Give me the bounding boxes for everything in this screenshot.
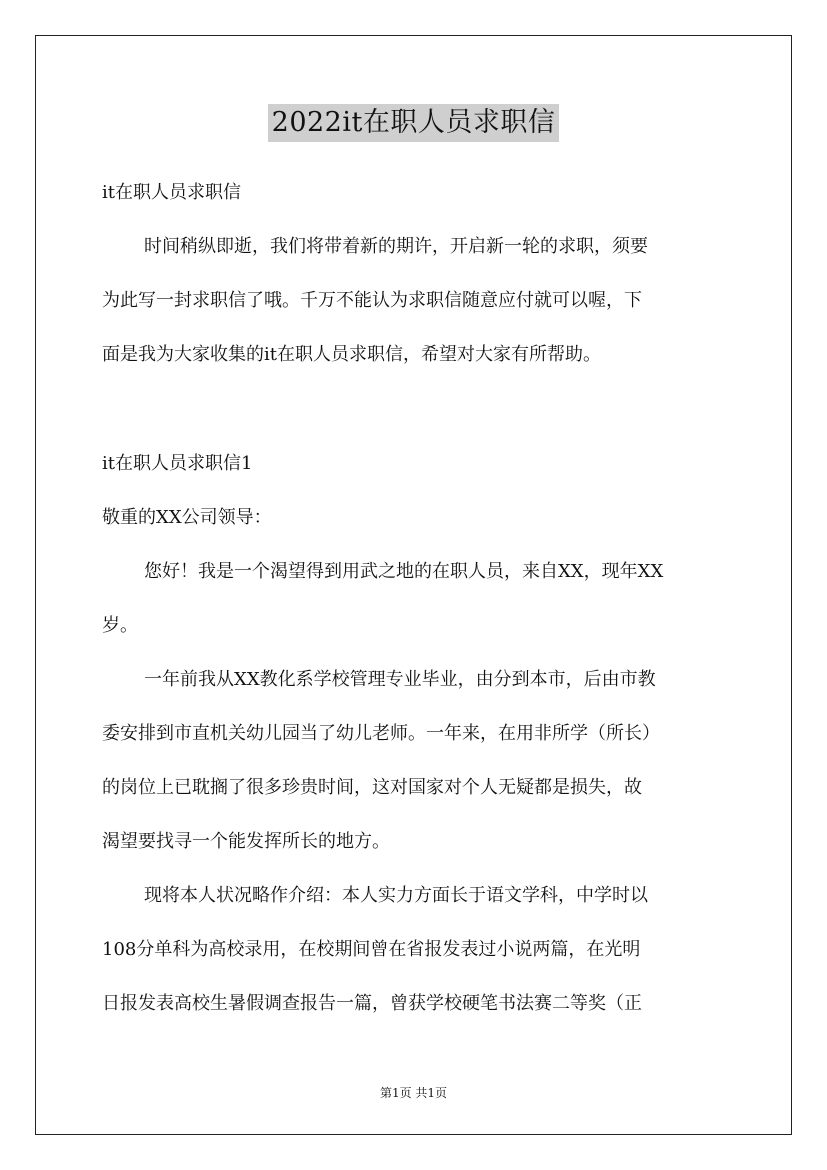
paragraph-line: 一年前我从XX教化系学校管理专业毕业，由分到本市，后由市教 — [144, 669, 656, 690]
title-container — [0, 104, 827, 142]
paragraph-line: 现将本人状况略作介绍：本人实力方面长于语文学科，中学时以 — [144, 885, 648, 906]
page-footer: 第1页 共1页 — [379, 1086, 448, 1100]
paragraph-line: 渴望要找寻一个能发挥所长的地方。 — [102, 831, 390, 852]
paragraph-line: 的岗位上已耽搁了很多珍贵时间，这对国家对个人无疑都是损失，故 — [102, 777, 642, 798]
paragraph-line: 面是我为大家收集的it在职人员求职信，希望对大家有所帮助。 — [102, 344, 601, 365]
section-heading: it在职人员求职信1 — [102, 453, 253, 474]
paragraph-line: 108分单科为高校录用，在校期间曾在省报发表过小说两篇，在光明 — [102, 939, 641, 960]
paragraph-line: 岁。 — [102, 615, 138, 636]
paragraph-line: 委安排到市直机关幼儿园当了幼儿老师。一年来，在用非所学（所长） — [102, 723, 660, 744]
paragraph-line: 您好！我是一个渴望得到用武之地的在职人员，来自XX，现年XX — [144, 561, 664, 582]
paragraph-line: 日报发表高校生暑假调查报告一篇，曾获学校硬笔书法赛二等奖（正 — [102, 993, 642, 1014]
document-title: 2022it在职人员求职信 — [268, 104, 560, 142]
paragraph-line: 时间稍纵即逝，我们将带着新的期许，开启新一轮的求职，须要 — [144, 236, 648, 257]
subtitle-line: it在职人员求职信 — [102, 182, 241, 203]
paragraph-line: 为此写一封求职信了哦。千万不能认为求职信随意应付就可以喔，下 — [102, 290, 642, 311]
salutation-line: 敬重的XX公司领导： — [102, 507, 272, 528]
